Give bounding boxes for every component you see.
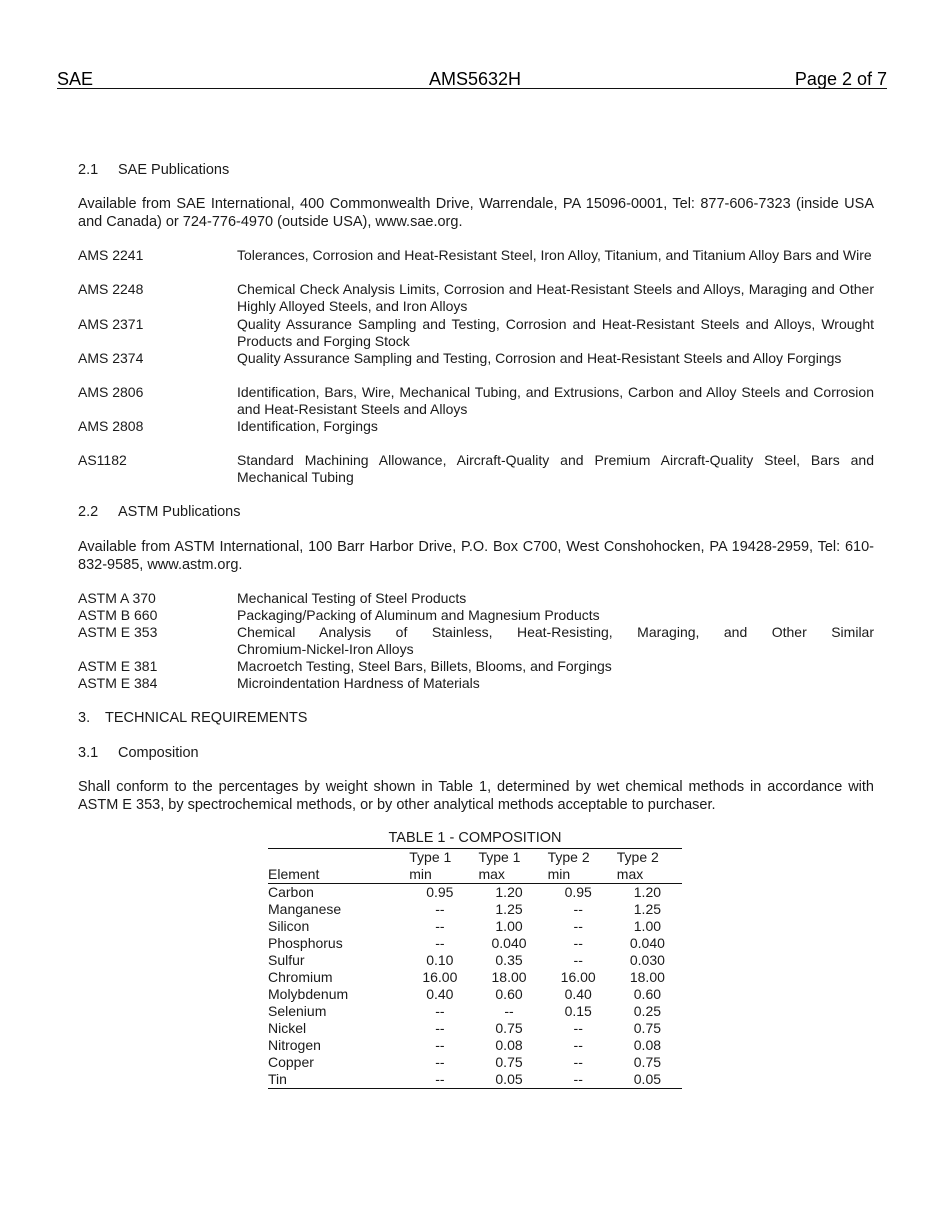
- value-cell: 0.35: [495, 952, 523, 968]
- value-cell: --: [573, 918, 583, 934]
- table-row: [268, 884, 682, 902]
- value-cell: --: [435, 1054, 445, 1070]
- header-cell: Element: [268, 866, 405, 884]
- ref-description-cont: Chromium-Nickel-Iron Alloys: [237, 641, 414, 657]
- ref-description: Tolerances, Corrosion and Heat-Resistant Steel, Iron Alloy, Titanium, and Titanium Alloy Bars and Wire: [237, 247, 872, 263]
- value-cell: 0.95: [564, 884, 592, 900]
- value-cell: 0.15: [564, 1003, 592, 1019]
- ref-code: AMS 2248: [78, 281, 144, 297]
- value-cell: --: [435, 901, 445, 917]
- header-cell: max: [474, 866, 543, 884]
- element-cell: Nickel: [268, 1020, 307, 1036]
- table-row: [268, 1003, 682, 1020]
- header-cell: min: [405, 866, 474, 884]
- element-cell: Nitrogen: [268, 1037, 321, 1053]
- header-doc-number: AMS5632H: [429, 69, 522, 89]
- value-cell: 1.20: [633, 884, 662, 900]
- ref-code: ASTM B 660: [78, 607, 158, 623]
- ref-code: AMS 2371: [78, 316, 144, 332]
- value-cell: 0.95: [426, 884, 454, 900]
- composition-table: [268, 848, 682, 1089]
- value-cell: --: [573, 901, 583, 917]
- ref-description: Quality Assurance Sampling and Testing, Corrosion and Heat-Resistant Steels and Alloy Forgings: [237, 350, 842, 366]
- section-title: SAE Publications: [118, 162, 230, 178]
- value-cell: 18.00: [491, 969, 527, 985]
- table-header-row: [268, 849, 682, 867]
- table-header-row: [268, 866, 682, 884]
- value-cell: 1.20: [495, 884, 523, 900]
- ref-description: Identification, Bars, Wire, Mechanical Tubing, and Extrusions, Carbon and Alloy Steels and Corrosion and Heat-Resistant Steels and Alloys: [237, 384, 874, 417]
- table-row: [268, 952, 682, 969]
- table-row: [268, 1020, 682, 1037]
- sae-availability-text: Available from SAE International, 400 Commonwealth Drive, Warrendale, PA 15096-0001, Tel: 877-606-7323 (inside USA and Canada) or 724-776-4970 (outside USA), www.sae.org.: [78, 196, 874, 230]
- value-cell: --: [573, 935, 583, 951]
- header-cell: Type 2: [544, 849, 613, 867]
- header-rule: [57, 88, 887, 89]
- value-cell: 0.040: [629, 935, 665, 951]
- section-number: 2.1: [78, 162, 99, 178]
- value-cell: 1.25: [495, 901, 523, 917]
- section-number: 3.: [78, 710, 91, 726]
- header-cell: Type 1: [474, 849, 543, 867]
- ref-code: AMS 2808: [78, 418, 144, 434]
- header-org: SAE: [57, 69, 94, 89]
- header-cell: max: [613, 866, 682, 884]
- element-cell: Selenium: [268, 1003, 327, 1019]
- value-cell: 0.75: [495, 1054, 523, 1070]
- header-cell: Type 2: [613, 849, 682, 867]
- element-cell: Phosphorus: [268, 935, 343, 951]
- table-row: [268, 1054, 682, 1071]
- ref-description: Microindentation Hardness of Materials: [237, 675, 480, 691]
- table-title: TABLE 1 - COMPOSITION: [388, 830, 562, 846]
- element-cell: Carbon: [268, 884, 314, 900]
- value-cell: --: [405, 1071, 474, 1089]
- element-cell: Sulfur: [268, 952, 305, 968]
- value-cell: 16.00: [560, 969, 596, 985]
- ref-description: Mechanical Testing of Steel Products: [237, 590, 467, 606]
- section-number: 3.1: [78, 745, 99, 761]
- value-cell: 16.00: [422, 969, 458, 985]
- ref-description: Packaging/Packing of Aluminum and Magnesium Products: [237, 607, 600, 623]
- value-cell: --: [573, 1054, 583, 1070]
- table-row: [268, 986, 682, 1003]
- section-title: Composition: [118, 745, 199, 761]
- section-title: ASTM Publications: [118, 504, 241, 520]
- value-cell: 1.00: [495, 918, 523, 934]
- ref-description: Standard Machining Allowance, Aircraft-Quality and Premium Aircraft-Quality Steel, Bars and Mechanical Tubing: [237, 452, 874, 485]
- table-row: [268, 1071, 682, 1089]
- ref-code: AMS 2241: [78, 247, 144, 263]
- table-row: [268, 935, 682, 952]
- header-page-number: Page 2 of 7: [794, 69, 887, 89]
- ref-description: Identification, Forgings: [237, 418, 378, 434]
- astm-availability-text: Available from ASTM International, 100 Barr Harbor Drive, P.O. Box C700, West Conshohocken, PA 19428-2959, Tel: 610-832-9585, www.astm.org.: [78, 539, 874, 573]
- value-cell: --: [435, 1020, 445, 1036]
- value-cell: 0.10: [426, 952, 454, 968]
- composition-text: Shall conform to the percentages by weight shown in Table 1, determined by wet chemical methods in accordance with ASTM E 353, by spectrochemical methods, or by other analytical methods acceptable to purchaser.: [78, 779, 874, 813]
- ref-description: Chemical Check Analysis Limits, Corrosion and Heat-Resistant Steels and Alloys, Maraging and Other Highly Alloyed Steels, and Iron Alloys: [237, 281, 874, 314]
- value-cell: 0.25: [633, 1003, 662, 1019]
- value-cell: 0.08: [495, 1037, 523, 1053]
- ref-code: AS1182: [78, 452, 127, 468]
- ref-row: [78, 624, 874, 658]
- value-cell: 0.60: [495, 986, 523, 1002]
- value-cell: --: [435, 1037, 445, 1053]
- value-cell: 0.05: [613, 1071, 682, 1089]
- ref-code: AMS 2806: [78, 384, 144, 400]
- element-cell: Molybdenum: [268, 986, 349, 1002]
- table-row: [268, 969, 682, 986]
- value-cell: 0.75: [633, 1054, 662, 1070]
- value-cell: --: [435, 918, 445, 934]
- element-cell: Copper: [268, 1054, 314, 1070]
- value-cell: 0.40: [564, 986, 592, 1002]
- ref-code: ASTM E 384: [78, 675, 158, 691]
- value-cell: 1.25: [633, 901, 662, 917]
- value-cell: --: [435, 935, 445, 951]
- value-cell: 0.75: [495, 1020, 523, 1036]
- value-cell: 18.00: [629, 969, 665, 985]
- value-cell: 0.040: [491, 935, 527, 951]
- value-cell: --: [544, 1071, 613, 1089]
- value-cell: --: [504, 1003, 514, 1019]
- value-cell: --: [573, 1020, 583, 1036]
- element-cell: Chromium: [268, 969, 333, 985]
- ref-description: Macroetch Testing, Steel Bars, Billets, Blooms, and Forgings: [237, 658, 612, 674]
- ref-description: Quality Assurance Sampling and Testing, Corrosion and Heat-Resistant Steels and Alloys, Wrought Products and Forging Stock: [237, 316, 874, 349]
- ref-code: ASTM A 370: [78, 590, 156, 606]
- value-cell: 0.60: [633, 986, 662, 1002]
- section-title: TECHNICAL REQUIREMENTS: [105, 710, 308, 726]
- header-cell: Type 1: [405, 849, 474, 867]
- table-row: [268, 901, 682, 918]
- element-cell: Silicon: [268, 918, 310, 934]
- value-cell: 1.00: [633, 918, 662, 934]
- value-cell: 0.030: [629, 952, 665, 968]
- element-cell: Manganese: [268, 901, 342, 917]
- table-row: [268, 918, 682, 935]
- table-row: [268, 1037, 682, 1054]
- value-cell: 0.05: [474, 1071, 543, 1089]
- ref-code: ASTM E 353: [78, 624, 158, 640]
- ref-description: Chemical Analysis of Stainless, Heat-Resisting, Maraging, and Other Similar: [237, 624, 874, 640]
- page-header: [57, 68, 887, 90]
- header-cell: [268, 849, 405, 867]
- ref-code: ASTM E 381: [78, 658, 158, 674]
- value-cell: 0.75: [633, 1020, 662, 1036]
- value-cell: --: [435, 1003, 445, 1019]
- header-cell: min: [544, 866, 613, 884]
- value-cell: --: [573, 952, 583, 968]
- value-cell: 0.08: [633, 1037, 662, 1053]
- value-cell: --: [573, 1037, 583, 1053]
- value-cell: 0.40: [426, 986, 454, 1002]
- element-cell: Tin: [268, 1071, 405, 1089]
- ref-code: AMS 2374: [78, 350, 144, 366]
- section-number: 2.2: [78, 504, 99, 520]
